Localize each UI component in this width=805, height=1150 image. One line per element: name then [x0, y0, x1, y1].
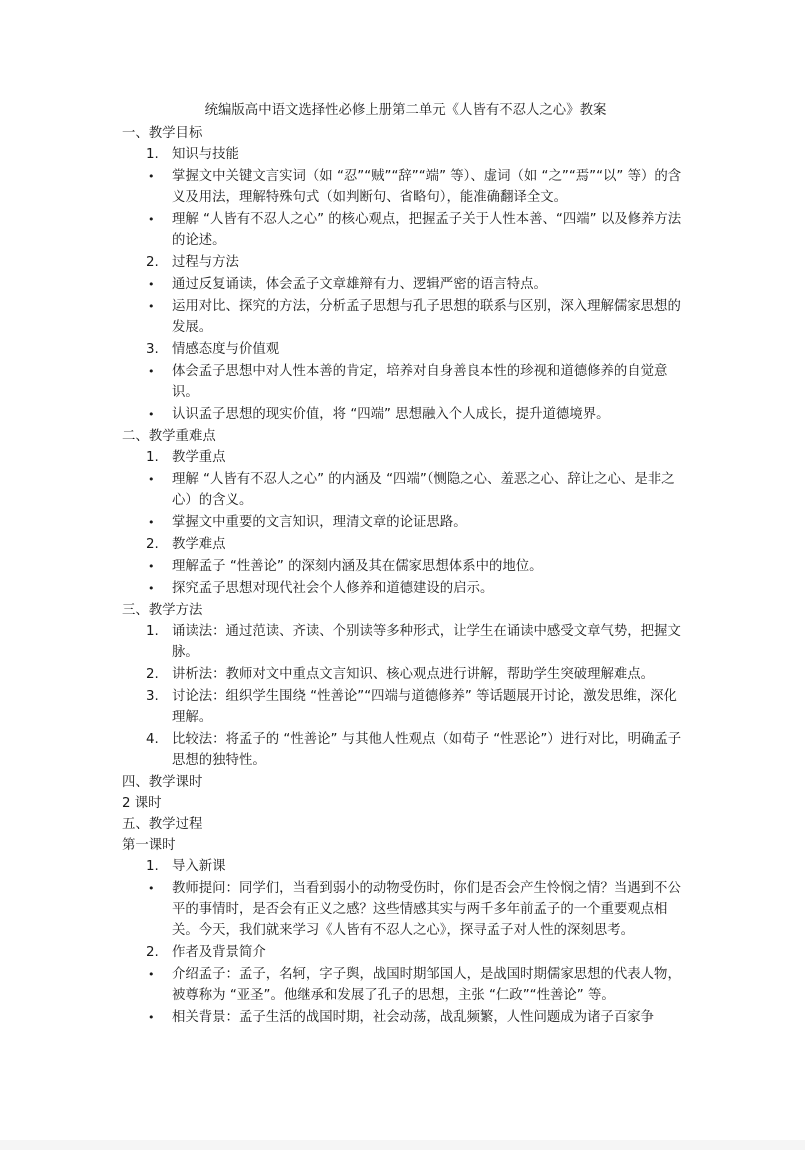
bullet-marker: • — [148, 408, 155, 421]
item-number: 1. — [146, 859, 159, 874]
item-text: 作者及背景简介 — [172, 945, 266, 960]
item-text: 掌握文中重要的文言知识，理清文章的论证思路。 — [172, 515, 467, 530]
item-text: 诵读法：通过范读、齐读、个别读等多种形式，让学生在诵读中感受文章气势，把握文脉。 — [172, 624, 681, 660]
bullet-marker: • — [148, 213, 155, 226]
item-number: 1. — [146, 147, 159, 162]
item-number: 3. — [146, 689, 159, 704]
bullet-item — [122, 556, 685, 577]
numbered-item — [122, 686, 685, 728]
bullet-item — [122, 578, 685, 599]
section-heading: 三、教学方法 — [122, 603, 203, 618]
numbered-item — [122, 339, 685, 360]
bullet-item — [122, 404, 685, 425]
bullet-item — [122, 964, 685, 1006]
paragraph: 第一课时 — [122, 838, 176, 853]
section-heading: 五、教学过程 — [122, 817, 203, 832]
bullet-marker: • — [148, 882, 155, 895]
bullet-marker: • — [148, 516, 155, 529]
item-text: 掌握文中关键文言实词（如 “忍”“贼”“辞”“端” 等）、虚词（如 “之”“焉”“以” 等）的含义及用法，理解特殊句式（如判断句、省略句），能准确翻译全文。 — [172, 169, 682, 205]
item-text: 认识孟子思想的现实价值，将 “四端” 思想融入个人成长，提升道德境界。 — [172, 407, 610, 422]
bullet-marker: • — [148, 1011, 155, 1024]
item-number: 1. — [146, 624, 159, 639]
item-text: 教学难点 — [172, 537, 226, 552]
item-text: 探究孟子思想对现代社会个人修养和道德建设的启示。 — [172, 581, 494, 596]
section-heading: 四、教学课时 — [122, 775, 203, 790]
numbered-item — [122, 729, 685, 771]
bullet-item — [122, 274, 685, 295]
item-number: 2. — [146, 537, 159, 552]
bullet-marker: • — [148, 300, 155, 313]
bullet-item — [122, 361, 685, 403]
item-text: 理解孟子 “性善论” 的深刻内涵及其在儒家思想体系中的地位。 — [172, 559, 543, 574]
document-title: 统编版高中语文选择性必修上册第二单元《人皆有不忍人之心》教案 — [204, 103, 607, 118]
item-number: 4. — [146, 732, 159, 747]
item-number: 3. — [146, 342, 159, 357]
item-number: 2. — [146, 667, 159, 682]
item-text: 教学重点 — [172, 450, 226, 465]
item-text: 讲析法：教师对文中重点文言知识、核心观点进行讲解，帮助学生突破理解难点。 — [172, 667, 655, 682]
numbered-item — [122, 621, 685, 663]
bullet-item — [122, 296, 685, 338]
bullet-item — [122, 1007, 685, 1028]
item-number: 2. — [146, 945, 159, 960]
bullet-marker: • — [148, 968, 155, 981]
bullet-item — [122, 512, 685, 533]
numbered-item — [122, 252, 685, 273]
bullet-marker: • — [148, 170, 155, 183]
item-text: 体会孟子思想中对人性本善的肯定，培养对自身善良本性的珍视和道德修养的自觉意识。 — [172, 364, 668, 400]
item-text: 过程与方法 — [172, 255, 239, 270]
numbered-item — [122, 534, 685, 555]
item-text: 理解 “人皆有不忍人之心” 的内涵及 “四端”（恻隐之心、羞恶之心、辞让之心、是非之心）的含义。 — [172, 472, 675, 508]
item-text: 介绍孟子：孟子，名轲，字子舆，战国时期邹国人，是战国时期儒家思想的代表人物，被尊称为 “亚圣”。他继承和发展了孔子的思想，主张 “仁政”“性善论” 等。 — [172, 967, 681, 1003]
bullet-item — [122, 209, 685, 251]
numbered-item — [122, 856, 685, 877]
item-text: 讨论法：组织学生围绕 “性善论”“四端与道德修养” 等话题展开讨论，激发思维，深化理解。 — [172, 689, 677, 725]
bullet-item — [122, 469, 685, 511]
item-text: 通过反复诵读，体会孟子文章雄辩有力、逻辑严密的语言特点。 — [172, 277, 547, 292]
bullet-marker: • — [148, 278, 155, 291]
item-text: 情感态度与价值观 — [172, 342, 280, 357]
item-text: 导入新课 — [172, 859, 226, 874]
section-heading: 二、教学重难点 — [122, 429, 216, 444]
numbered-item — [122, 664, 685, 685]
bullet-item — [122, 878, 685, 941]
item-text: 运用对比、探究的方法，分析孟子思想与孔子思想的联系与区别，深入理解儒家思想的发展。 — [172, 299, 681, 335]
item-text: 比较法：将孟子的 “性善论” 与其他人性观点（如荀子 “性恶论”）进行对比，明确孟子思想的独特性。 — [172, 732, 682, 768]
document-body — [122, 123, 685, 1028]
numbered-item — [122, 942, 685, 963]
item-number: 1. — [146, 450, 159, 465]
item-text: 教师提问：同学们，当看到弱小的动物受伤时，你们是否会产生怜悯之情？当遇到不公平的事情时，是否会有正义之感？这些情感其实与两千多年前孟子的一个重要观点相关。今天，我们就来学习《人皆有不忍人之心》，探寻孟子对人性的深刻思考。 — [172, 881, 681, 938]
paragraph: 2 课时 — [122, 796, 162, 811]
bullet-item — [122, 166, 685, 208]
item-text: 知识与技能 — [172, 147, 239, 162]
numbered-item — [122, 144, 685, 165]
section-heading: 一、教学目标 — [122, 126, 203, 141]
item-number: 2. — [146, 255, 159, 270]
numbered-item — [122, 447, 685, 468]
item-text: 理解 “人皆有不忍人之心” 的核心观点，把握孟子关于人性本善、“四端” 以及修养方法的论述。 — [172, 212, 682, 248]
item-text: 相关背景：孟子生活的战国时期，社会动荡，战乱频繁，人性问题成为诸子百家争 — [172, 1010, 655, 1025]
bullet-marker: • — [148, 365, 155, 378]
bullet-marker: • — [148, 473, 155, 486]
bullet-marker: • — [148, 560, 155, 573]
bullet-marker: • — [148, 582, 155, 595]
